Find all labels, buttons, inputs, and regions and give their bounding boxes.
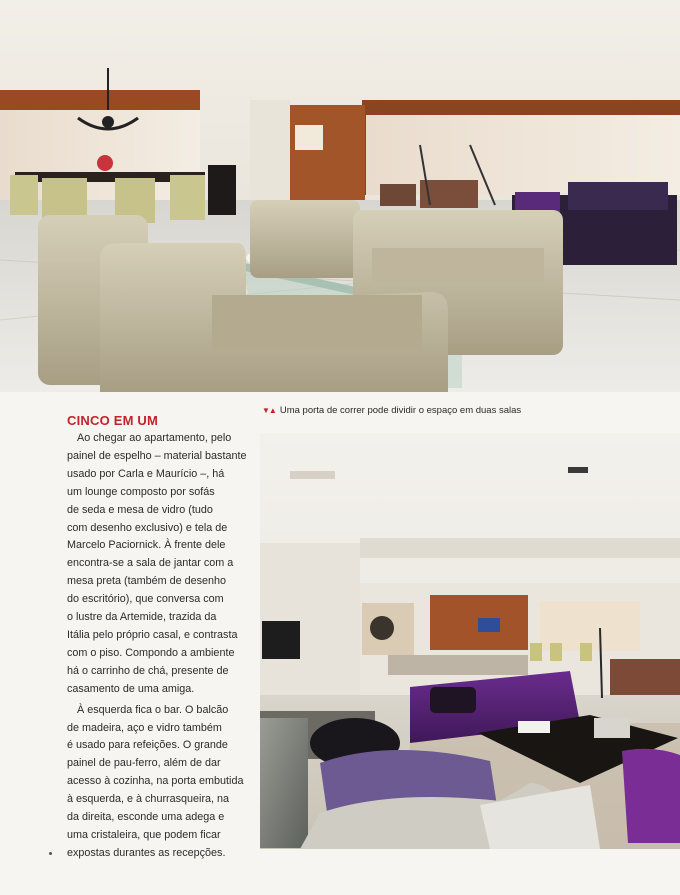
photo-living-room <box>260 433 680 849</box>
body-line: Itália pelo próprio casal, e contrasta <box>67 628 238 641</box>
article-body <box>67 430 257 863</box>
body-line: Marcelo Paciornick. À frente dele <box>67 539 226 552</box>
body-line: com o piso. Compondo a ambiente <box>67 646 235 659</box>
body-line: Ao chegar ao apartamento, pelo <box>77 432 232 444</box>
section-heading: CINCO EM UM <box>67 413 159 428</box>
caption-marker-icon: ▼▲ <box>262 406 276 415</box>
body-line: do escritório), que conversa com <box>67 593 224 606</box>
body-line: encontra-se a sala de jantar com a <box>67 557 234 570</box>
photo-lounge <box>0 0 680 392</box>
body-line: um lounge composto por sofás <box>67 485 215 498</box>
body-line: painel de pau-ferro, além de dar <box>67 757 221 770</box>
body-line: da direita, esconde uma adega e <box>67 811 225 824</box>
body-line: acesso à cozinha, na porta embutida <box>67 775 244 788</box>
body-line: com desenho exclusivo) e tela de <box>67 521 228 534</box>
body-line: de seda e mesa de vidro (tudo <box>67 503 213 516</box>
body-line: À esquerda fica o bar. O balcão <box>77 703 229 716</box>
body-line: usado por Carla e Maurício –, há <box>67 467 225 480</box>
body-line: expostas durantes as recepções. <box>67 846 226 859</box>
body-line: é usado para refeições. O grande <box>67 739 228 752</box>
body-line: painel de espelho – material bastante <box>67 449 247 462</box>
body-line: há o carrinho de chá, presente de <box>67 664 229 677</box>
body-line: à esquerda, e à churrasqueira, na <box>67 793 230 806</box>
body-line: o lustre da Artemide, trazida da <box>67 611 217 624</box>
photo-caption <box>262 405 680 416</box>
caption-text: Uma porta de correr pode dividir o espaço em duas salas <box>279 405 522 416</box>
body-line: de madeira, aço e vidro também <box>67 721 222 734</box>
body-line: uma cristaleira, que podem ficar <box>67 828 221 841</box>
page-bullet-dot <box>49 852 52 855</box>
body-line: casamento de uma amiga. <box>67 682 195 695</box>
body-line: mesa preta (também de desenho <box>67 575 227 588</box>
